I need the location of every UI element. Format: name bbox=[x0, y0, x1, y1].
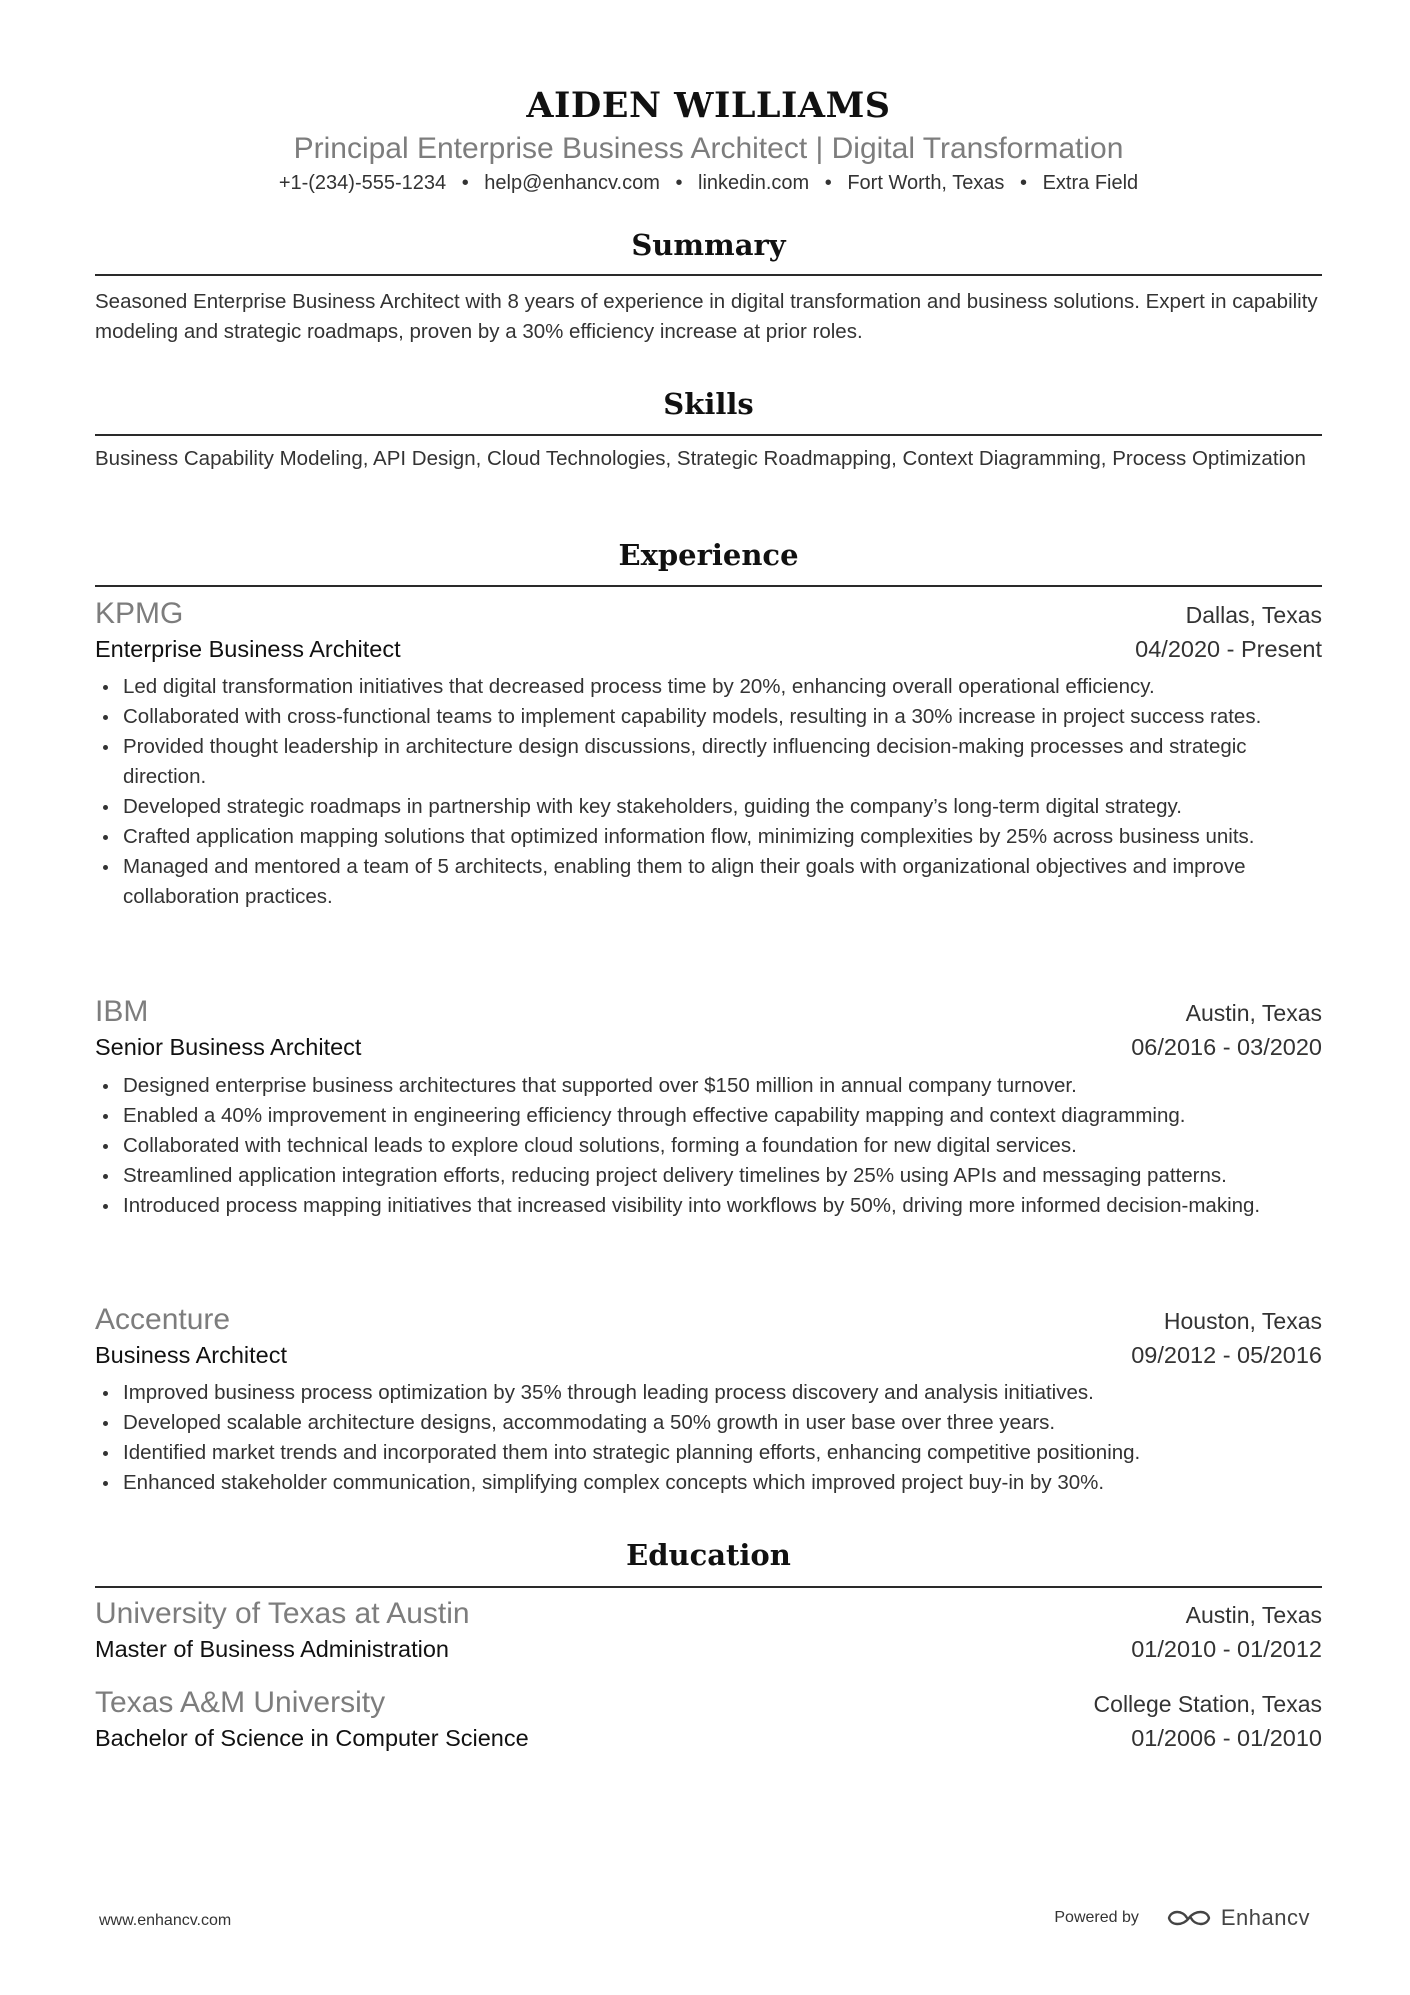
list-item: Developed scalable architecture designs, accommodating a 50% growth in user base over three years. bbox=[123, 1408, 1322, 1438]
list-item: Streamlined application integration efforts, reducing project delivery timelines by 25% using APIs and messaging patterns. bbox=[123, 1161, 1322, 1191]
job-dates: 09/2012 - 05/2016 bbox=[1131, 1342, 1322, 1368]
school-subheader bbox=[95, 1636, 1322, 1663]
enhancv-logo-icon bbox=[1165, 1906, 1213, 1930]
bullet-separator: • bbox=[675, 172, 683, 194]
school-location: Austin, Texas bbox=[1185, 1602, 1322, 1628]
job-bullets bbox=[95, 1071, 1322, 1221]
powered-by-label: Powered by bbox=[1054, 1909, 1139, 1926]
list-item: Introduced process mapping initiatives that increased visibility into workflows by 50%, driving more informed decision-making. bbox=[123, 1191, 1322, 1221]
summary-divider bbox=[95, 274, 1322, 276]
job-title: Enterprise Business Architect bbox=[95, 636, 401, 662]
experience-heading: Experience bbox=[618, 538, 799, 572]
company-name: KPMG bbox=[95, 597, 184, 630]
list-item: Improved business process optimization by 35% through leading process discovery and analysis initiatives. bbox=[123, 1378, 1322, 1408]
contact-location: Fort Worth, Texas bbox=[847, 172, 1005, 194]
summary-heading: Summary bbox=[631, 228, 786, 262]
candidate-headline: Principal Enterprise Business Architect | Digital Transformation bbox=[293, 132, 1124, 165]
company-name: Accenture bbox=[95, 1303, 231, 1336]
job-title: Business Architect bbox=[95, 1342, 288, 1368]
list-item: Enhanced stakeholder communication, simplifying complex concepts which improved project buy-in by 30%. bbox=[123, 1468, 1322, 1498]
list-item: Crafted application mapping solutions that optimized information flow, minimizing complexities by 25% across business units. bbox=[123, 822, 1322, 852]
school-name: University of Texas at Austin bbox=[95, 1597, 470, 1630]
job-dates: 06/2016 - 03/2020 bbox=[1131, 1034, 1322, 1060]
list-item: Collaborated with cross-functional teams to implement capability models, resulting in a 30% increase in project success rates. bbox=[123, 702, 1322, 732]
summary-text: Seasoned Enterprise Business Architect with 8 years of experience in digital transformation and business solutions. Expert in capability modeling and strategic roadmaps, proven by a 30% efficiency increase at prior roles. bbox=[95, 290, 1318, 343]
list-item: Led digital transformation initiatives that decreased process time by 20%, enhancing overall operational efficiency. bbox=[123, 672, 1322, 702]
job-dates: 04/2020 - Present bbox=[1135, 636, 1322, 662]
school-dates: 01/2010 - 01/2012 bbox=[1131, 1636, 1322, 1662]
enhancv-brand[interactable] bbox=[1165, 1905, 1310, 1931]
contact-extra-field: Extra Field bbox=[1042, 172, 1139, 194]
footer-website-link[interactable]: www.enhancv.com bbox=[99, 1912, 232, 1929]
contact-line bbox=[95, 172, 1322, 195]
brand-name: Enhancv bbox=[1220, 1905, 1310, 1930]
experience-divider bbox=[95, 585, 1322, 587]
school-header bbox=[95, 1597, 1322, 1631]
job-header bbox=[95, 597, 1322, 631]
skills-text: Business Capability Modeling, API Design, Cloud Technologies, Strategic Roadmapping, Context Diagramming, Process Optimization bbox=[95, 447, 1306, 470]
contact-linkedin[interactable]: linkedin.com bbox=[698, 172, 810, 194]
job-subheader bbox=[95, 1342, 1322, 1369]
company-name: IBM bbox=[95, 995, 149, 1028]
job-title: Senior Business Architect bbox=[95, 1034, 362, 1060]
bullet-separator: • bbox=[461, 172, 469, 194]
job-location: Houston, Texas bbox=[1163, 1308, 1322, 1334]
footer-branding bbox=[1054, 1905, 1310, 1931]
education-divider bbox=[95, 1586, 1322, 1588]
candidate-name: AIDEN WILLIAMS bbox=[526, 85, 891, 126]
job-header bbox=[95, 995, 1322, 1029]
list-item: Provided thought leadership in architecture design discussions, directly influencing decision-making processes and strategic direction. bbox=[123, 732, 1322, 792]
job-subheader bbox=[95, 1034, 1322, 1061]
job-header bbox=[95, 1303, 1322, 1337]
degree: Master of Business Administration bbox=[95, 1636, 449, 1662]
contact-email[interactable]: help@enhancv.com bbox=[484, 172, 660, 194]
skills-divider bbox=[95, 434, 1322, 436]
list-item: Managed and mentored a team of 5 architects, enabling them to align their goals with organizational objectives and improve collaboration practices. bbox=[123, 852, 1322, 912]
list-item: Developed strategic roadmaps in partnership with key stakeholders, guiding the company’s long-term digital strategy. bbox=[123, 792, 1322, 822]
list-item: Enabled a 40% improvement in engineering efficiency through effective capability mapping and context diagramming. bbox=[123, 1101, 1322, 1131]
school-subheader bbox=[95, 1725, 1322, 1752]
bullet-separator: • bbox=[824, 172, 832, 194]
job-location: Dallas, Texas bbox=[1185, 602, 1322, 628]
school-name: Texas A&M University bbox=[95, 1686, 386, 1719]
school-header bbox=[95, 1686, 1322, 1720]
job-bullets bbox=[95, 672, 1322, 912]
list-item: Collaborated with technical leads to explore cloud solutions, forming a foundation for new digital services. bbox=[123, 1131, 1322, 1161]
skills-heading: Skills bbox=[663, 387, 754, 421]
list-item: Identified market trends and incorporated them into strategic planning efforts, enhancing competitive positioning. bbox=[123, 1438, 1322, 1468]
education-heading: Education bbox=[626, 1538, 791, 1572]
school-location: College Station, Texas bbox=[1093, 1691, 1322, 1717]
job-location: Austin, Texas bbox=[1185, 1000, 1322, 1026]
job-bullets bbox=[95, 1378, 1322, 1498]
contact-phone[interactable]: +1-(234)-555-1234 bbox=[278, 172, 447, 194]
bullet-separator: • bbox=[1020, 172, 1028, 194]
school-dates: 01/2006 - 01/2010 bbox=[1131, 1725, 1322, 1751]
job-subheader bbox=[95, 636, 1322, 663]
list-item: Designed enterprise business architectures that supported over $150 million in annual company turnover. bbox=[123, 1071, 1322, 1101]
degree: Bachelor of Science in Computer Science bbox=[95, 1725, 529, 1751]
